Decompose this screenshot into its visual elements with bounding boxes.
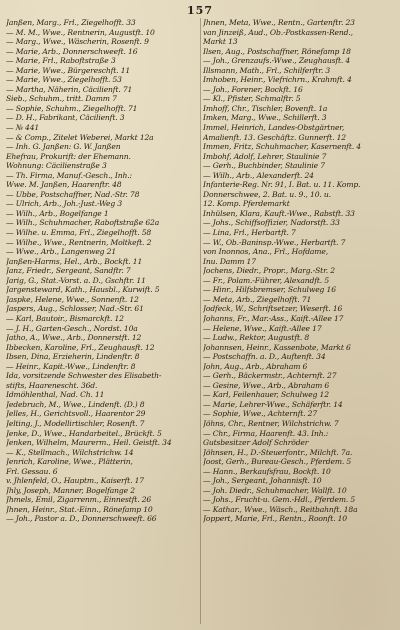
- directory-entry: Jöhns, Chr., Rentner, Wilchstrichw. 7: [203, 418, 339, 428]
- directory-entry: Donnerschwee, 2. Bat. u. 9., 10. u.: [203, 189, 331, 199]
- directory-entry: — Sophie, Schuhm., Ziegelhofft. 71: [6, 103, 138, 113]
- directory-entry: — Marie, Arb., Donnerschweeft. 16: [6, 46, 138, 56]
- directory-entry: Jhnen, Heinr., Stat.-Einn., Rönefamp 10: [6, 504, 153, 514]
- directory-entry: Jhnen, Meta, Wwe., Rentn., Gartenftr. 23: [203, 18, 355, 27]
- directory-entry: — Marie, Wwe., Bürgereschft. 11: [6, 65, 131, 75]
- directory-entry: Jelles, H., Gerichtsvoll., Haarentor 29: [6, 409, 146, 419]
- directory-entry: — Ubbe, Postschaffner, Nad.-Str. 78: [6, 189, 140, 199]
- directory-entry: Jhly, Joseph, Manner, Bogelfange 2: [6, 485, 135, 495]
- directory-entry: Jhmels, Emil, Zigarrenm., Einnestft. 26: [6, 495, 152, 505]
- directory-entry: Idmöhlenthal, Nad. Ch. 11: [6, 390, 105, 400]
- directory-entry: — Ludw., Rektor, Augustft. 8: [203, 333, 310, 343]
- directory-entry: — Kl., Pfister, Schmalftr. 5: [203, 94, 301, 104]
- directory-entry: — Wilh., Arb., Bogelfange 1: [6, 208, 109, 218]
- directory-entry: Jaspers, Aug., Schlosser, Nad.-Str. 61: [6, 304, 144, 314]
- directory-entry: — Marg., Wwe., Wäscherin, Rosenft. 9: [6, 37, 149, 47]
- directory-entry: Jenke, D., Wwe., Handarbeitel., Brückft. 5: [6, 428, 162, 438]
- directory-entry: — W., Ob.-Baninsp.-Wwe., Herbartft. 7: [203, 237, 346, 247]
- directory-entry: — Wilhe., Wwe., Rentnerin, Moltkeft. 2: [6, 237, 152, 247]
- directory-entry: — Hann., Berkaufsfrau, Bockft. 10: [203, 466, 331, 476]
- directory-entry: — Gesine, Wwe., Arb., Abraham 6: [203, 380, 330, 390]
- directory-entry: — Joh., Forener, Bockft. 16: [203, 84, 303, 94]
- directory-entry: Jarig, G., Stat.-Vorst. a. D., Gschftr. 11: [6, 275, 146, 285]
- column-divider: [200, 18, 201, 624]
- directory-entry: — Johs., Schiffsoffizier, Nadorstft. 33: [203, 218, 340, 228]
- right-column: [203, 18, 394, 628]
- directory-entry: Frl. Gessau. 6: [6, 466, 58, 476]
- directory-entry: — Ulrich, Arb., Joh.-Just.-Weg 3: [6, 199, 123, 209]
- directory-entry: Inu. Damm 17: [203, 256, 256, 266]
- directory-entry: John, Aug., Arb., Abraham 6: [203, 361, 308, 371]
- directory-entry: Jargensteward, Kath., Hausbl., Kurwift. 5: [6, 285, 160, 295]
- directory-entry: — Wilhe. u. Emma, Frl., Ziegelhofft. 58: [6, 228, 152, 238]
- directory-entry: — Heinr., Kapit.-Wwe., Lindenftr. 8: [6, 361, 136, 371]
- directory-entry: van Jinzeiß, Aud., Ob.-Postkassen-Rend.,: [203, 27, 353, 37]
- directory-entry: Jodfeck, W., Schriftsetzer, Weserft. 16: [203, 304, 343, 314]
- directory-entry: Imbohf, Adolf, Lehrer, Staulinie 7: [203, 151, 327, 161]
- directory-entry: Imken, Marg., Wwe., Schillerft. 3: [203, 113, 327, 123]
- directory-entry: Jochens, Diedr., Propr., Marg.-Str. 2: [203, 266, 335, 276]
- directory-entry: — № 441: [6, 123, 40, 133]
- directory-entry: — Gerh., Bäckermstr., Achternft. 27: [203, 371, 337, 381]
- directory-entry: Amalienft. 13. Geschäftz. Gunnerft. 12: [203, 132, 346, 142]
- directory-entry: Janßen-Harms, Hel., Arb., Bockft. 11: [6, 256, 143, 266]
- directory-entry: Immel, Heinrich, Landes-Obstgärtner,: [203, 123, 345, 133]
- directory-entry: — Inh. G. Janßen: G. W. Janßen: [6, 142, 121, 152]
- directory-entry: — & Comp., Zitelet Weberei, Markt 12a: [6, 132, 154, 142]
- directory-entry: Jenken, Wilhelm, Maurerm., Heil. Geistft. 34: [6, 438, 172, 448]
- directory-entry: Joost, Gerh., Bureau-Gesch., Pferdem. 5: [203, 457, 352, 467]
- directory-entry: — K., Stellmach., Wilchstrichw. 14: [6, 447, 134, 457]
- directory-entry: — Chr., Firma, Haarenft. 43. Inh.:: [203, 428, 329, 438]
- directory-entry: — Karl, Bautoir., Bismarckft. 12: [6, 313, 124, 323]
- directory-entry: Janz, Friedr., Sergeant, Sandftr. 7: [6, 266, 131, 276]
- directory-entry: Illsmann, Math., Frl., Schilferftr. 3: [203, 65, 331, 75]
- directory-entry: — Lina, Frl., Herbartft. 7: [203, 228, 296, 238]
- directory-entry: Inhülsen, Klara, Kauft.-Wwe., Rabstft. 33: [203, 208, 355, 218]
- directory-entry: v. Jhlenfeld, O., Hauptm., Kaiserft. 17: [6, 476, 144, 486]
- directory-entry: Jelting, J., Modellirtischler, Rosenft. 7: [6, 418, 145, 428]
- directory-entry: von Inonnos, Ana., Frl., Hofdame,: [203, 247, 328, 257]
- directory-entry: — M. M., Wwe., Rentnerin, Augustft. 10: [6, 27, 155, 37]
- directory-entry: Imhoben, Heinr., Viefrichrn., Krahmft. 4: [203, 75, 352, 85]
- directory-entry: Infanterie-Reg. Nr. 91, I. Bat. u. 11. Komp.: [203, 180, 361, 190]
- directory-entry: Ehefrau, Prokurift: der Ehemann.: [6, 151, 131, 161]
- directory-entry: — Marie, Frl., Raboftstraße 3: [6, 56, 116, 66]
- directory-entry: — Johs., Frucht-u. Gem.-Hdl., Pferdem. 5: [203, 495, 356, 505]
- directory-entry: — Wwe., Arb., Langenweg 21: [6, 247, 117, 257]
- directory-entry: Gutsbesitzer Adolf Schröder: [203, 438, 309, 448]
- directory-entry: — Marie, Lehrer-Wwe., Schäferftr. 14: [203, 399, 343, 409]
- directory-entry: Wohnung: Cäcilienstraße 3: [6, 161, 107, 171]
- directory-entry: — Joh., Sergeant, Johannisft. 10: [203, 476, 322, 486]
- directory-entry: — Karl, Feilenhauer, Schulweg 12: [203, 390, 329, 400]
- directory-entry: — J. H., Garten-Gesch., Nordst. 10a: [6, 323, 138, 333]
- directory-entry: — Wilh., Arb., Alexanderft. 24: [203, 170, 314, 180]
- left-column: [6, 18, 197, 628]
- directory-entry: Imhoff, Chr., Tischler, Bovenft. 1a: [203, 103, 328, 113]
- directory-entry: stifts, Haarenescht. 36d.: [6, 380, 98, 390]
- directory-entry: Jaspke, Helene, Wwe., Sonnenft. 12: [6, 294, 139, 304]
- directory-entry: Johanns, Fr., Mar.-Ass., Kaift.-Allee 17: [203, 313, 344, 323]
- directory-entry: Johannsen, Heinr., Kassenbote, Markt 6: [203, 342, 351, 352]
- directory-entry: — Sophie, Wwe., Achternft. 27: [203, 409, 318, 419]
- directory-entry: Immen, Fritz, Schuhmacher, Kasernenft. 4: [203, 142, 361, 152]
- directory-entry: — Kathar., Wwe., Wäsch., Reitbahnft. 18a: [203, 504, 358, 514]
- directory-entry: Ibsen, Dina, Erzieherin, Lindenftr. 8: [6, 352, 140, 362]
- directory-entry: — Postschaffn. a. D., Auftenft. 34: [203, 352, 326, 362]
- directory-entry: — Th. Firma, Manuf.-Gesch., Inh.:: [6, 170, 132, 180]
- directory-entry: Jedebruch, M., Wwe., Lindenft. (D.) 8: [6, 399, 145, 409]
- directory-entry: 12. Komp. Pferdemarkt: [203, 199, 290, 209]
- directory-entry: — Fr., Polam.-Führer, Alexandft. 5: [203, 275, 330, 285]
- directory-entry: — Joh. Diedr., Schuhmacher, Wallft. 10: [203, 485, 347, 495]
- directory-entry: Jöhnsen, H., D.-Steuerfontr., Milchft. 7a.: [203, 447, 353, 457]
- directory-entry: — Meta, Arb., Ziegelhofft. 71: [203, 294, 312, 304]
- directory-entry: Janßen, Marg., Frl., Ziegelhofft. 33: [6, 18, 136, 27]
- columns: [6, 18, 394, 628]
- directory-entry: — D. H., Fabrikant, Cäcilienft. 3: [6, 113, 125, 123]
- directory-entry: Jenrich, Karoline, Wwe., Plätterin,: [6, 457, 133, 467]
- directory-entry: Sieb., Schuhm., tritt. Damm 7: [6, 94, 117, 104]
- directory-entry: Wwe. M. Janßen, Haarenftr. 48: [6, 180, 122, 190]
- directory-entry: — Martha, Näherin, Cäcilienft. 71: [6, 84, 133, 94]
- directory-entry: — Helene, Wwe., Kaift.-Allee 17: [203, 323, 322, 333]
- directory-entry: Ida, vorsitzende Schwester des Elisabeth-: [6, 371, 162, 381]
- directory-entry: — Joh., Pastor a. D., Donnerschweeft. 66: [6, 514, 157, 524]
- directory-entry: — Wilh., Schuhmacher, Raboftstraße 62a: [6, 218, 160, 228]
- directory-entry: Jatho, A., Wwe., Arb., Donnerstft. 12: [6, 333, 142, 343]
- directory-entry: — Marie, Wwe., Ziegelhofft. 53: [6, 75, 122, 85]
- directory-entry: Ilsen, Aug., Postschaffner, Rönefamp 18: [203, 46, 351, 56]
- directory-entry: Ibbecken, Karoline, Frl., Zeughausft. 12: [6, 342, 155, 352]
- directory-entry: — Hinr., Hilfsbremser, Schulweg 16: [203, 285, 336, 295]
- directory-entry: Joppert, Marie, Frl., Rentn., Roonft. 10: [203, 514, 347, 524]
- page-number: 157: [187, 4, 213, 17]
- directory-entry: — Joh., Grenzaufs.-Wwe., Zeughausft. 4: [203, 56, 351, 66]
- directory-entry: Markt 13: [203, 37, 238, 47]
- directory-entry: — Gerh., Buchbinder, Staulinie 7: [203, 161, 325, 171]
